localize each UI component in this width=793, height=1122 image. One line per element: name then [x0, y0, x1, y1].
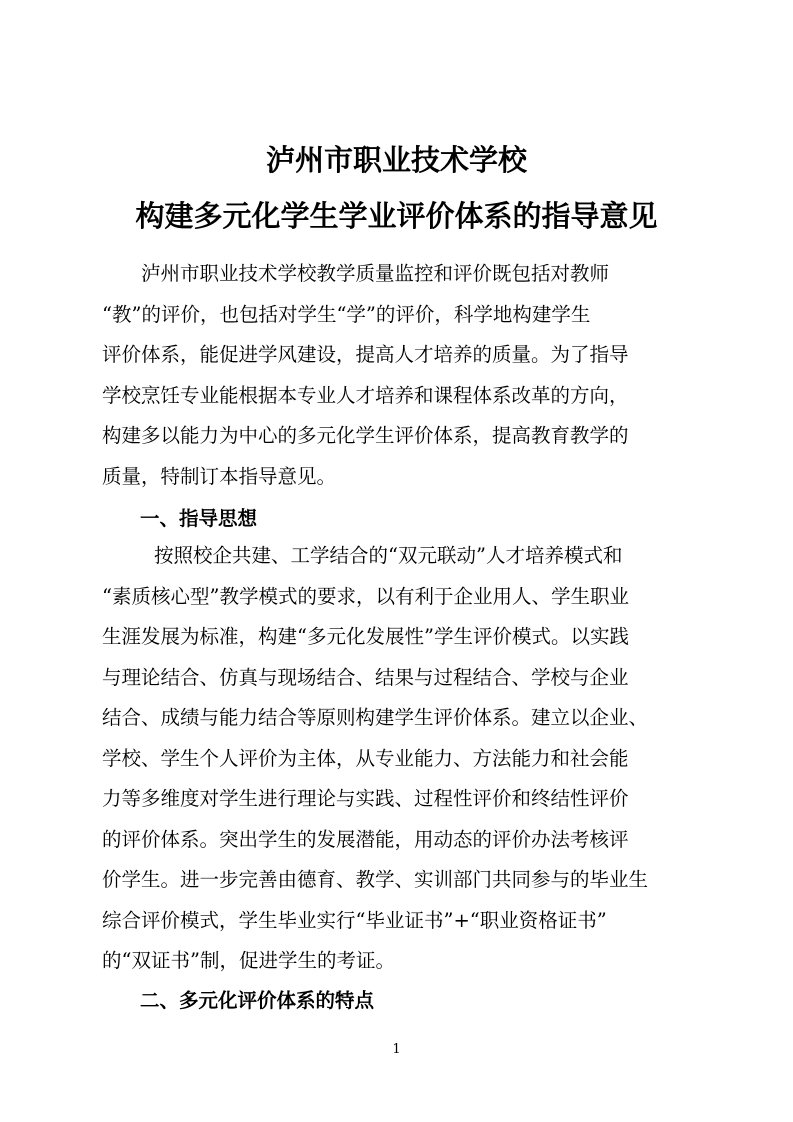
paragraph-line: 价学生。进一步完善由德育、教学、实训部门共同参与的毕业生	[102, 868, 649, 891]
paragraph-line: 与理论结合、仿真与现场结合、结果与过程结合、学校与企业	[102, 665, 629, 689]
intro-line: 构建多以能力为中心的多元化学生评价体系，提高教育教学的	[102, 424, 629, 447]
intro-line: “教”的评价，也包括对学生“学”的评价，科学地构建学生	[102, 302, 591, 326]
intro-line: 泸州市职业技术学校教学质量监控和评价既包括对教师	[141, 262, 610, 285]
section-heading-evaluation-features: 二、多元化评价体系的特点	[140, 989, 375, 1012]
intro-line: 质量，特制订本指导意见。	[102, 464, 337, 488]
intro-line: 学校烹饪专业能根据本专业人才培养和课程体系改革的方向，	[102, 383, 629, 407]
paragraph-line: “素质核心型”教学模式的要求，以有利于企业用人、学生职业	[102, 584, 629, 608]
paragraph-line: 的评价体系。突出学生的发展潜能，用动态的评价办法考核评	[102, 827, 629, 851]
paragraph-line: 学校、学生个人评价为主体，从专业能力、方法能力和社会能	[102, 746, 629, 770]
intro-paragraph	[102, 254, 694, 497]
paragraph-line: 按照校企共建、工学结合的“双元联动”人才培养模式和	[154, 544, 623, 567]
guiding-principle-paragraph	[102, 536, 694, 982]
paragraph-line: 生涯发展为标准，构建“多元化发展性”学生评价模式。以实践	[102, 625, 629, 648]
intro-line: 评价体系，能促进学风建设，提高人才培养的质量。为了指导	[102, 343, 629, 366]
paragraph-line: 结合、成绩与能力结合等原则构建学生评价体系。建立以企业、	[102, 706, 649, 729]
section-heading-guiding-principle: 一、指导思想	[140, 507, 258, 530]
page-number: 1	[392, 1042, 401, 1057]
paragraph-line: 综合评价模式，学生毕业实行“毕业证书”+“职业资格证书”	[102, 908, 607, 932]
paragraph-line: 的“双证书”制，促进学生的考证。	[102, 949, 395, 972]
title-document-subject: 构建多元化学生学业评价体系的指导意见	[135, 199, 658, 233]
title-school-name: 泸州市职业技术学校	[265, 143, 527, 177]
paragraph-line: 力等多维度对学生进行理论与实践、过程性评价和终结性评价	[102, 787, 629, 810]
